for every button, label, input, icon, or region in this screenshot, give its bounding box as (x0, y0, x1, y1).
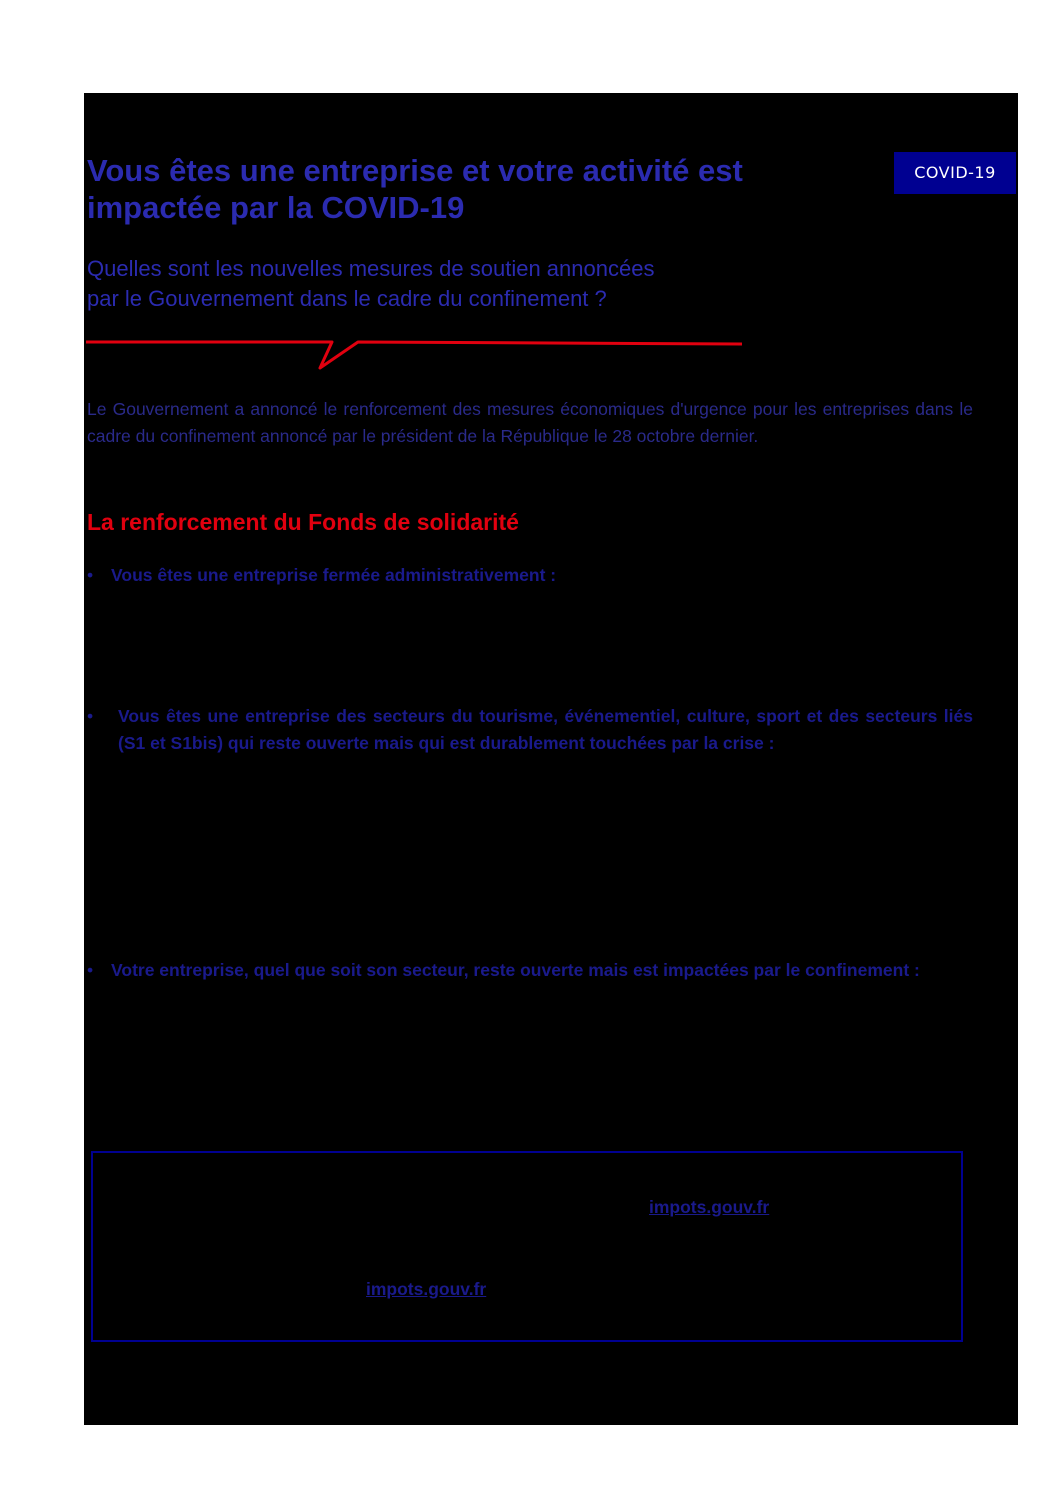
page-subtitle (87, 254, 787, 314)
page-title: Vous êtes une entreprise et votre activité est impactée par la COVID-19 (87, 153, 743, 225)
impots-link-1[interactable]: impots.gouv.fr (649, 1197, 770, 1217)
subtitle-line-2: par le Gouvernement dans le cadre du confinement ? (87, 286, 607, 311)
covid-badge: COVID-19 (894, 152, 1016, 194)
bullet-marker: • (87, 565, 94, 585)
speech-bubble-divider (84, 334, 744, 374)
bullet-marker: • (87, 706, 94, 726)
intro-paragraph: Le Gouvernement a annoncé le renforcement des mesures économiques d'urgence pour les entreprises dans le cadre du confinement annoncé par le président de la République le 28 octobre dernier. (87, 399, 973, 446)
info-box (91, 1151, 963, 1342)
bullet-open-businesses (87, 957, 973, 984)
subtitle-line-1: Quelles sont les nouvelles mesures de soutien annoncées (87, 256, 655, 281)
bullet-closed-businesses (87, 562, 973, 589)
impots-link-2[interactable]: impots.gouv.fr (366, 1279, 487, 1299)
bullet-text: Vous êtes une entreprise des secteurs du tourisme, événementiel, culture, sport et des secteurs liés (S1 et S1bis) qui reste ouverte mais qui est durablement touchées par la crise : (118, 706, 973, 753)
bullet-tourism-sectors (87, 703, 973, 757)
section-title: La renforcement du Fonds de solidarité (87, 509, 519, 535)
bullet-text: Votre entreprise, quel que soit son secteur, reste ouverte mais est impactées par le confinement : (111, 960, 920, 980)
bullet-text: Vous êtes une entreprise fermée administrativement : (111, 565, 557, 585)
bullet-marker: • (87, 960, 94, 980)
